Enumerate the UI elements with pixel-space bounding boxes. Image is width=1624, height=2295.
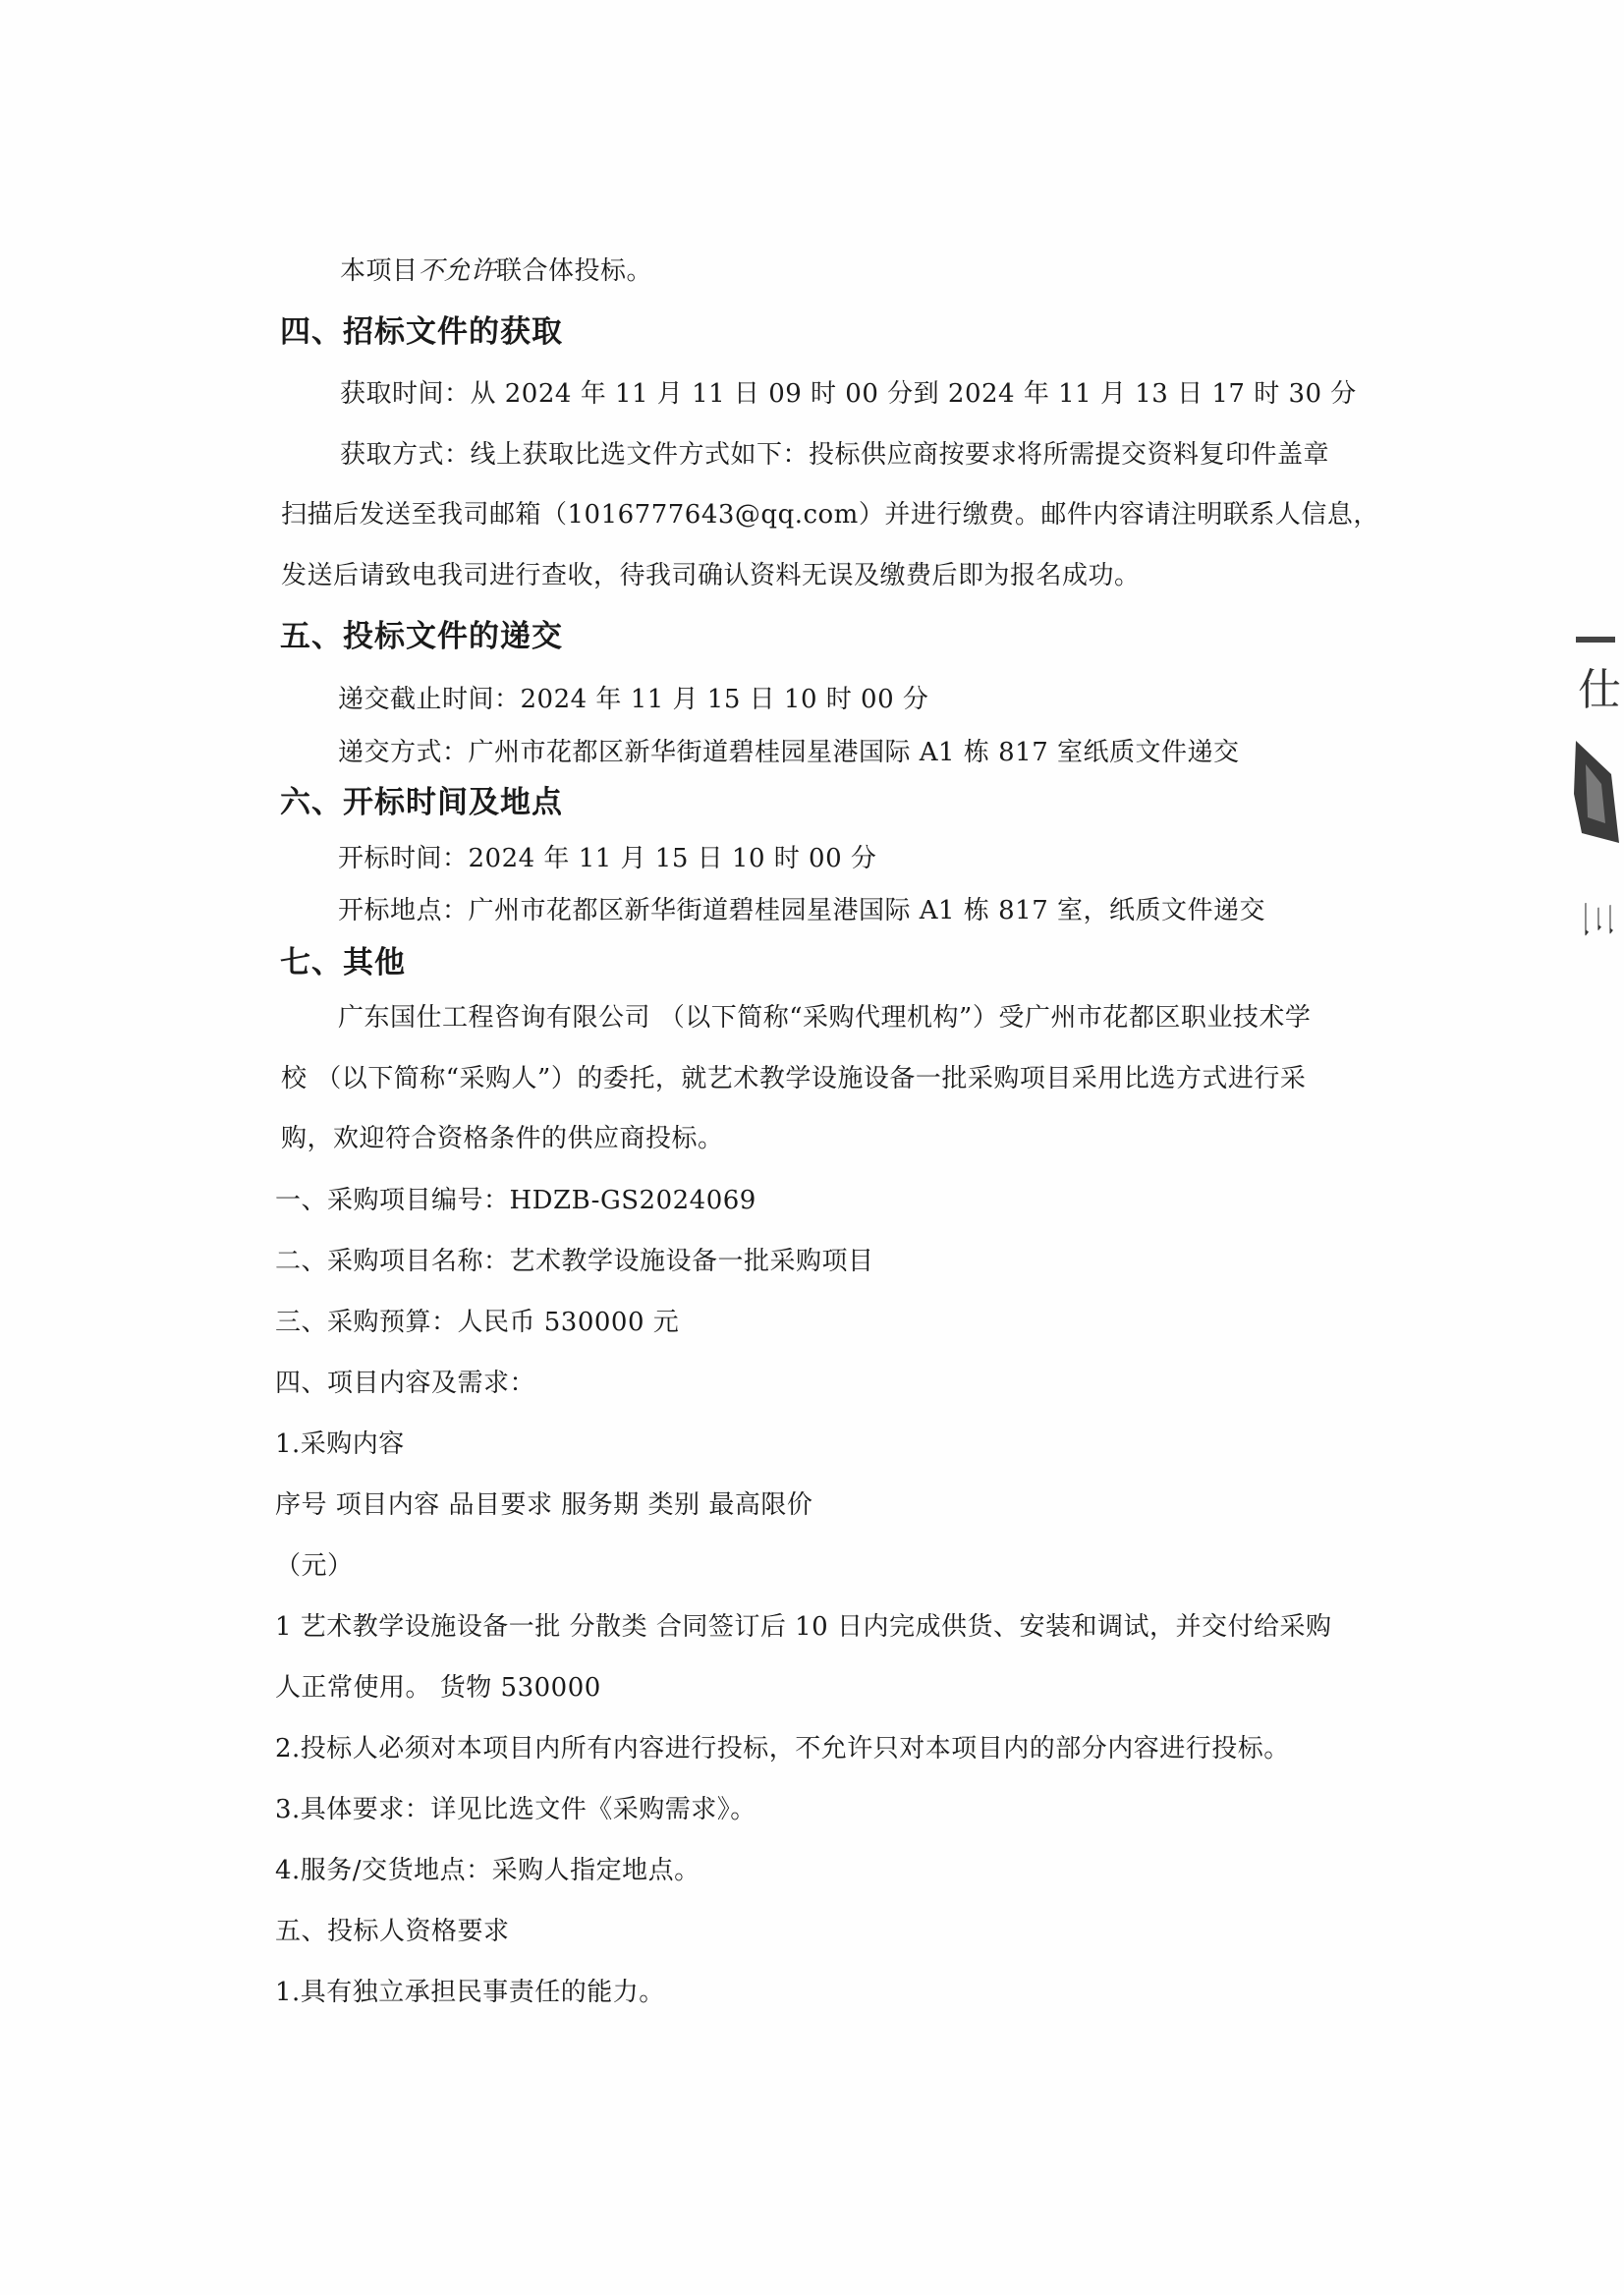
- delivery-location: 4.服务/交货地点：采购人指定地点。: [275, 1856, 700, 1885]
- obtain-method-line-2: 扫描后发送至我司邮箱（1016777643@qq.com）并进行缴费。邮件内容请注明联系人信息，: [281, 500, 1379, 530]
- content-table-row-line-2: 人正常使用。 货物 530000: [275, 1673, 601, 1703]
- edge-stamp-mark: [1572, 735, 1624, 853]
- project-budget: 三、采购预算：人民币 530000 元: [275, 1308, 680, 1337]
- procurement-content-heading: 1.采购内容: [275, 1429, 405, 1459]
- edge-rule-top: [1576, 637, 1615, 643]
- opening-place: 开标地点：广州市花都区新华街道碧桂园星港国际 A1 栋 817 室，纸质文件递交: [338, 896, 1266, 925]
- qualification-heading: 五、投标人资格要求: [275, 1917, 510, 1946]
- other-paragraph-line-2: 校 （以下简称“采购人”）的委托，就艺术教学设施设备一批采购项目采用比选方式进行采: [281, 1064, 1307, 1093]
- paragraph-no-consortium: 本项目不允许联合体投标。: [340, 256, 653, 286]
- submit-deadline: 递交截止时间：2024 年 11 月 15 日 10 时 00 分: [338, 685, 929, 714]
- qualification-item-1: 1.具有独立承担民事责任的能力。: [275, 1978, 665, 2007]
- project-content-heading: 四、项目内容及需求：: [275, 1369, 536, 1398]
- obtain-method-line-3: 发送后请致电我司进行查收，待我司确认资料无误及缴费后即为报名成功。: [281, 561, 1141, 590]
- edge-char-2: 三: [1576, 901, 1617, 937]
- other-paragraph-line-1: 广东国仕工程咨询有限公司 （以下简称“采购代理机构”）受广州市花都区职业技术学: [338, 1003, 1312, 1033]
- section-heading-7: 七、其他: [280, 945, 406, 980]
- edge-char-1: 仕: [1578, 665, 1621, 715]
- edge-stamp-fragment: [1572, 629, 1624, 982]
- content-table-header: 序号 项目内容 品目要求 服务期 类别 最高限价: [275, 1490, 813, 1520]
- section-heading-6: 六、开标时间及地点: [280, 785, 563, 820]
- project-name: 二、采购项目名称：艺术教学设施设备一批采购项目: [275, 1247, 874, 1276]
- opening-time: 开标时间：2024 年 11 月 15 日 10 时 00 分: [338, 844, 877, 873]
- specific-requirement: 3.具体要求：详见比选文件《采购需求》。: [275, 1795, 756, 1824]
- other-paragraph-line-3: 购，欢迎符合资格条件的供应商投标。: [281, 1124, 724, 1153]
- section-heading-4: 四、招标文件的获取: [280, 314, 563, 350]
- submit-method: 递交方式：广州市花都区新华街道碧桂园星港国际 A1 栋 817 室纸质文件递交: [338, 738, 1240, 767]
- obtain-method-line-1: 获取方式：线上获取比选文件方式如下：投标供应商按要求将所需提交资料复印件盖章: [340, 440, 1330, 470]
- bidding-requirement: 2.投标人必须对本项目内所有内容进行投标，不允许只对本项目内的部分内容进行投标。: [275, 1734, 1290, 1763]
- project-number: 一、采购项目编号：HDZB-GS2024069: [275, 1186, 756, 1215]
- content-table-header-unit: （元）: [275, 1551, 354, 1581]
- section-heading-5: 五、投标文件的递交: [280, 619, 563, 654]
- obtain-time: 获取时间：从 2024 年 11 月 11 日 09 时 00 分到 2024 年 11 月 13 日 17 时 30 分: [340, 379, 1357, 409]
- content-table-row-line-1: 1 艺术教学设施设备一批 分散类 合同签订后 10 日内完成供货、安装和调试，并交付给采购: [275, 1612, 1332, 1642]
